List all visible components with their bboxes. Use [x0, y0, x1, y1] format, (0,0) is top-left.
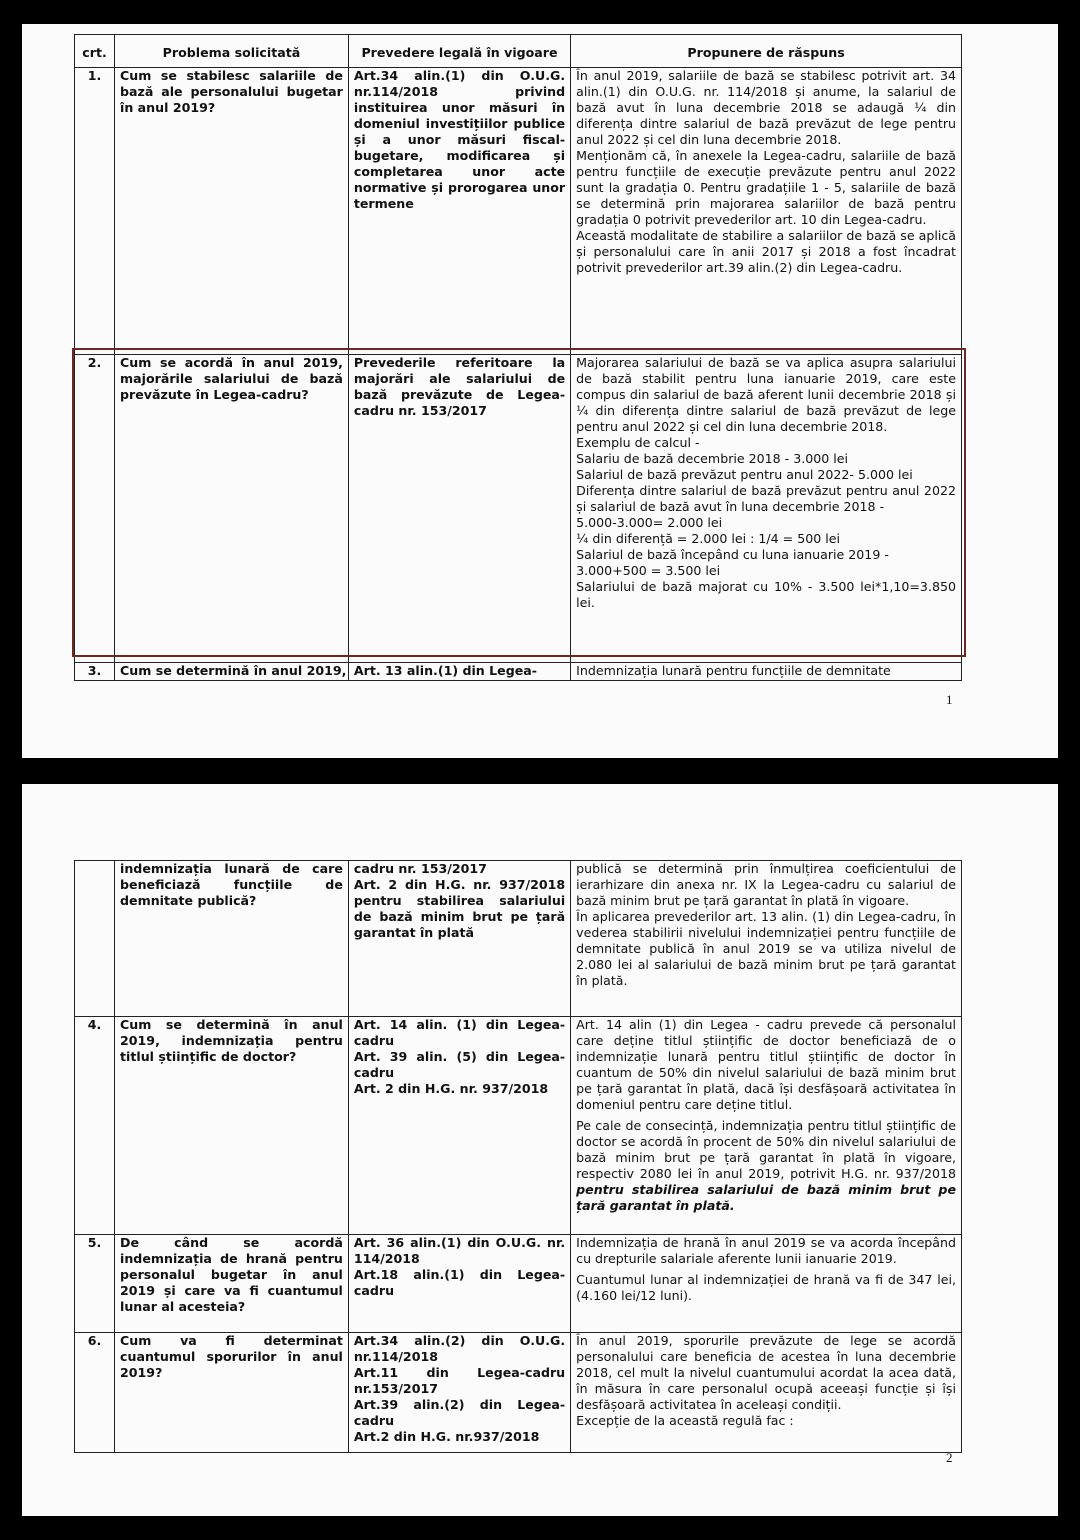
page-number: 2 — [946, 1450, 953, 1465]
law-line: Art. 36 alin.(1) din O.U.G. nr. 114/2018 — [353, 1235, 566, 1266]
law-line: cadru nr. 153/2017 — [353, 861, 487, 876]
table-row — [75, 663, 962, 681]
header-crt: crt. — [75, 35, 115, 68]
answer-paragraph: Această modalitate de stabilire a salariilor de bază se aplică și personalului care în anii 2017 și 2018 a fost încadrat potrivit prevederilor art.39 alin.(2) din Legea-cadru. — [576, 227, 956, 275]
legal-provision-cell — [348, 1333, 570, 1453]
calc-line: ¼ din diferență = 2.000 lei : 1/4 = 500 lei — [576, 530, 841, 546]
law-line: Art.39 alin.(2) din Legea-cadru — [353, 1396, 566, 1428]
table-header-row — [75, 35, 962, 68]
answer-paragraph: În aplicarea prevederilor art. 13 alin. (1) din Legea-cadru, în vederea stabilirii nivelului indemnizației pentru funcțiile de demnitate publică în anul 2019 se va utiliza nivelul de 2.080 lei al salariului de bază minim brut pe țară garantat în plată. — [576, 908, 956, 988]
question-cell: Cum se acordă în anul 2019, majorările salariului de bază prevăzute în Legea-cadru? — [115, 355, 349, 663]
answer-paragraph: În anul 2019, salariile de bază se stabilesc potrivit art. 34 alin.(1) din O.U.G. nr. 114/2018 și anume, la salariul de bază avut în luna decembrie 2018 se adaugă ¼ din diferența dintre salariul de bază prevăzut de lege pentru anul 2022 și cel din luna decembrie 2018. — [576, 68, 956, 147]
law-line: Art.2 din H.G. nr.937/2018 — [353, 1428, 540, 1444]
question-cell: Cum se determină în anul 2019, — [115, 663, 349, 681]
answer-paragraph: Cuantumul lunar al indemnizației de hrană va fi de 347 lei, (4.160 lei/12 luni). — [576, 1271, 956, 1303]
legal-provision-cell: Prevederile referitoare la majorări ale salariului de bază prevăzute de Legea-cadru nr. 153/2017 — [348, 355, 570, 663]
row-number: 3. — [75, 663, 115, 681]
law-line: Art.18 alin.(1) din Legea-cadru — [353, 1266, 566, 1298]
header-legal-provision: Prevedere legală în vigoare — [348, 35, 570, 68]
header-problem: Problema solicitată — [115, 35, 349, 68]
calc-line: 5.000-3.000= 2.000 lei — [576, 514, 723, 530]
law-line: Art.11 din Legea-cadru nr.153/2017 — [353, 1364, 566, 1396]
legal-provision-cell: Art.34 alin.(1) din O.U.G. nr.114/2018 privind instituirea unor măsuri în domeniul investițiilor publice și a unor măsuri fiscal-bugetare, modificarea și completarea unor acte normative și prorogarea unor termene — [348, 68, 570, 355]
legal-provision-cell — [348, 1017, 570, 1235]
law-line: Art. 39 alin. (5) din Legea-cadru — [353, 1048, 566, 1080]
question-cell: De când se acordă indemnizația de hrană pentru personalul bugetar în anul 2019 și care va fi cuantumul lunar al acesteia? — [115, 1235, 349, 1333]
row-number: 2. — [75, 355, 115, 663]
answer-text: Pe cale de consecință, indemnizația pentru titlul științific de doctor se acordă în procent de 50% din nivelul salariului de bază minim brut pe țară garantat în plată în vigoare, respectiv 2080 lei în anul 2019, potrivit H.G. nr. 937/2018 — [576, 1117, 956, 1181]
highlight-box-row-2 — [72, 348, 966, 657]
calc-line: Salariu de bază decembrie 2018 - 3.000 lei — [576, 450, 849, 466]
answer-cell — [571, 1017, 962, 1235]
document-page-1 — [22, 24, 1058, 758]
question-cell: Cum se determină în anul 2019, indemnizația pentru titlul științific de doctor? — [115, 1017, 349, 1235]
table-row — [75, 1333, 962, 1453]
table-row — [75, 1235, 962, 1333]
answer-cell — [571, 1333, 962, 1453]
question-cell: Cum va fi determinat cuantumul sporurilor în anul 2019? — [115, 1333, 349, 1453]
legal-provision-cell — [348, 861, 570, 1017]
answer-paragraph: Majorarea salariului de bază se va aplica asupra salariului de bază stabilit pentru luna ianuarie 2019, care este compus din salariul de bază aferent lunii decembrie 2018 și ¼ din diferența dintre salariul de bază prevăzut de lege pentru anul 2022 și cel din luna decembrie 2018. — [576, 355, 956, 434]
row-number: 1. — [75, 68, 115, 355]
answer-paragraph: În anul 2019, sporurile prevăzute de lege se acordă personalului care beneficia de acestea în luna decembrie 2018, cel mult la nivelul cuantumului acordat la acea dată, în măsura în care personalul ocupă aceeași funcție și își desfășoară activitatea în aceleași condiții. — [576, 1333, 956, 1412]
answer-cell: Indemnizația lunară pentru funcțiile de demnitate — [571, 663, 962, 681]
row-number: 6. — [75, 1333, 115, 1453]
answer-paragraph: Excepție de la această regulă fac : — [576, 1412, 794, 1428]
row-number: 4. — [75, 1017, 115, 1235]
law-line: Art. 2 din H.G. nr. 937/2018 pentru stabilirea salariului de bază minim brut pe țară garantat în plată — [353, 876, 566, 940]
page-number: 1 — [946, 692, 953, 707]
calc-line: Salariul de bază începând cu luna ianuarie 2019 - — [576, 546, 889, 562]
answer-italic-text: pentru stabilirea salariului de bază minim brut pe țară garantat în plată. — [576, 1181, 956, 1213]
answer-paragraph — [576, 1118, 956, 1214]
law-line: Art. 2 din H.G. nr. 937/2018 — [353, 1080, 549, 1096]
calc-line: Diferența dintre salariul de bază prevăzut pentru anul 2022 și salariul de bază avut în luna decembrie 2018 - — [576, 482, 956, 514]
row-number: 5. — [75, 1235, 115, 1333]
answer-paragraph: Indemnizația de hrană în anul 2019 se va acorda începând cu drepturile salariale aferente lunii ianuarie 2019. — [576, 1235, 956, 1266]
header-proposed-answer: Propunere de răspuns — [571, 35, 962, 68]
legal-provision-cell: Art. 13 alin.(1) din Legea- — [348, 663, 570, 681]
legal-provision-cell — [348, 1235, 570, 1333]
calc-line: Salariului de bază majorat cu 10% - 3.500 lei*1,10=3.850 lei. — [576, 578, 956, 610]
calc-line: Salariul de bază prevăzut pentru anul 2022- 5.000 lei — [576, 466, 913, 482]
question-cell: Cum se stabilesc salariile de bază ale personalului bugetar în anul 2019? — [115, 68, 349, 355]
calc-example-title: Exemplu de calcul - — [576, 434, 700, 450]
law-line: Art. 14 alin. (1) din Legea-cadru — [353, 1017, 566, 1048]
document-page-2 — [22, 784, 1058, 1516]
table-row — [75, 1017, 962, 1235]
answer-cell — [571, 68, 962, 355]
answer-cell — [571, 1235, 962, 1333]
row-number — [75, 861, 115, 1017]
calc-line: 3.000+500 = 3.500 lei — [576, 562, 721, 578]
question-cell: indemnizația lunară de care beneficiază funcțiile de demnitate publică? — [115, 861, 349, 1017]
law-line: Art.34 alin.(2) din O.U.G. nr.114/2018 — [353, 1333, 566, 1364]
answer-cell — [571, 861, 962, 1017]
table-row — [75, 861, 962, 1017]
salary-faq-table-page-2 — [74, 860, 962, 1453]
answer-paragraph: Menționăm că, în anexele la Legea-cadru, salariile de bază pentru funcțiile de execuție prevăzute pentru anul 2022 sunt la gradația 0. Pentru gradațiile 1 - 5, salariile de bază se determină prin majorarea salariilor de bază pentru gradația 0 potrivit prevederilor art. 10 din Legea-cadru. — [576, 147, 956, 227]
answer-paragraph: publică se determină prin înmulțirea coeficientului de ierarhizare din anexa nr. IX la Legea-cadru cu salariul de bază minim brut pe țară garantat în plată în vigoare. — [576, 861, 956, 908]
answer-paragraph: Art. 14 alin (1) din Legea - cadru prevede că personalul care deține titlul științific de doctor beneficiază de o indemnizație lunară pentru titlul științific de doctor în cuantum de 50% din nivelul salariului de bază minim brut pe țară garantat în plată, dacă își desfășoară activitatea în domeniul pentru care deține titlul. — [576, 1017, 956, 1112]
table-row — [75, 68, 962, 355]
